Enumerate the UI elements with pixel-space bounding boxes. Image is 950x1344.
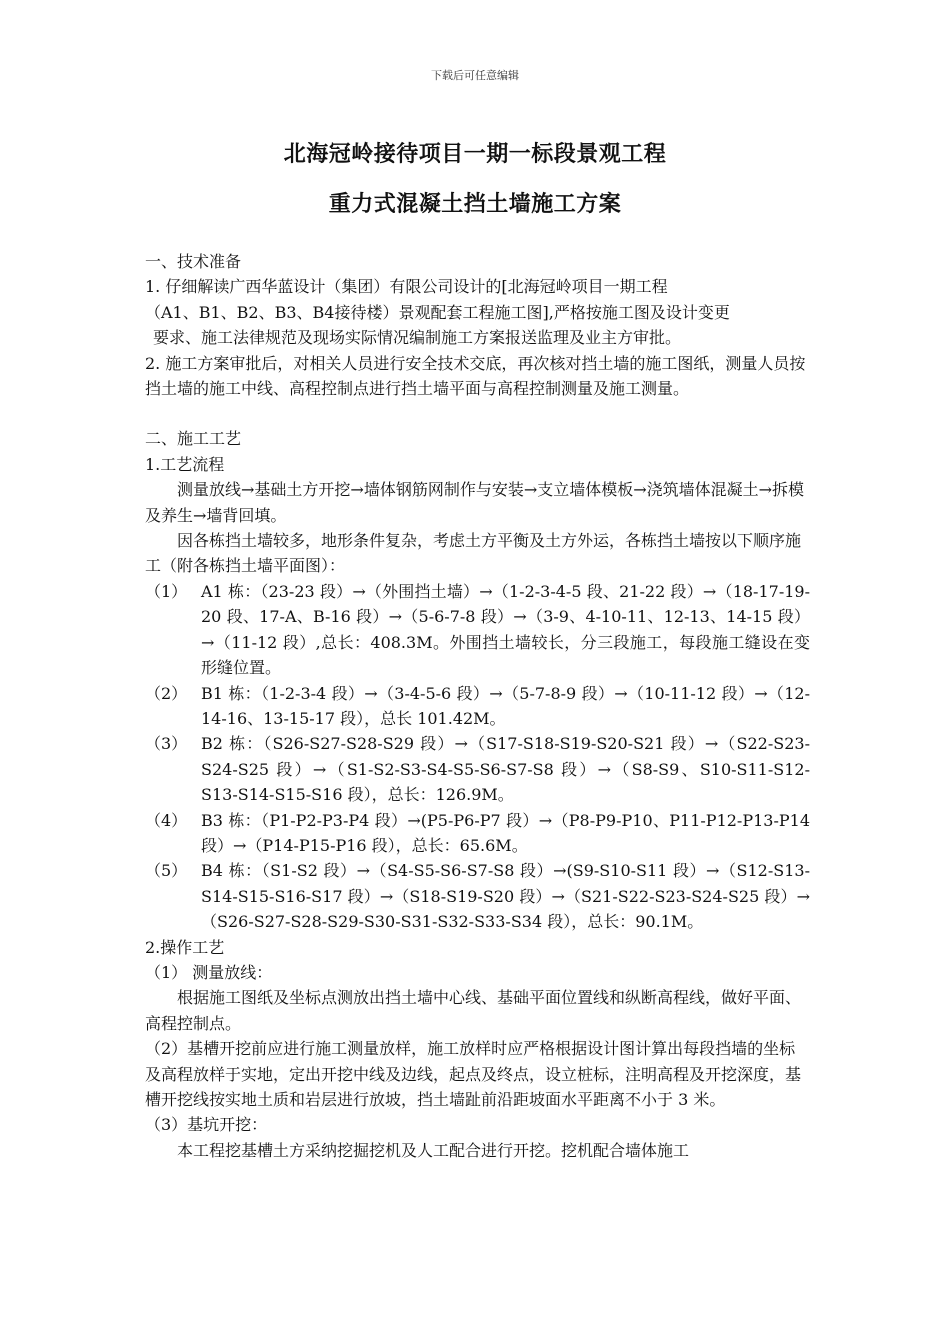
document-body [145, 249, 810, 1163]
list-item-text: A1 栋：（23-23 段）→（外围挡土墙）→（1-2-3-4-5 段、21-22 段）→（18-17-19-20 段、17-A、B-16 段）→（5-6-7-8 段）→（3-9、4-10-11、12-13、14-15 段）→（11-12 段）,总长：408.3M。外围挡土墙较长，分三段施工，每段施工缝设在变形缝位置。 [201, 581, 810, 678]
operation-1-heading: （1） 测量放线： [145, 962, 273, 982]
section-1-paragraph-1c: 要求、施工法律规范及现场实际情况编制施工方案报送监理及业主方审批。 [153, 328, 682, 348]
spacer [145, 401, 810, 426]
list-item-number: （2） [145, 683, 188, 703]
list-item-text: B4 栋：（S1-S2 段）→（S4-S5-S6-S7-S8 段）→(S9-S10-S11 段）→（S12-S13-S14-S15-S16-S17 段）→（S18-S19-S20 段）→（S21-S22-S23-S24-S25 段）→（S26-S27-S28-S29-S30-S31-S32-S33-S34 段），总长：90.1M。 [201, 861, 810, 932]
list-item-number: （3） [145, 734, 188, 754]
list-item-number: （4） [145, 810, 188, 830]
section-1-paragraph-1a: 1. 仔细解读广西华蓝设计（集团）有限公司设计的[北海冠岭项目一期工程 [145, 277, 668, 297]
list-item [145, 858, 810, 934]
operation-1-text: 根据施工图纸及坐标点测放出挡土墙中心线、基础平面位置线和纵断高程线，做好平面、高程控制点。 [145, 988, 802, 1033]
list-item [145, 579, 810, 681]
operation-2-text: （2）基槽开挖前应进行施工测量放样，施工放样时应严格根据设计图计算出每段挡墙的坐标及高程放样于实地，定出开挖中线及边线，起点及终点，设立桩标，注明高程及开挖深度，基槽开挖线按实地土质和岩层进行放坡，挡土墙趾前沿距坡面水平距离不小于 3 米。 [145, 1039, 802, 1109]
list-item-number: （1） [145, 581, 188, 601]
section-1-paragraph-1b: （A1、B1、B2、B3、B4接待楼）景观配套工程施工图],严格按施工图及设计变更 [145, 302, 730, 322]
subsection-operation-heading: 2.操作工艺 [145, 937, 225, 957]
document-title-line-2: 重力式混凝土挡土墙施工方案 [328, 191, 622, 217]
subsection-process-flow-heading: 1.工艺流程 [145, 454, 225, 474]
list-item-text: B1 栋：（1-2-3-4 段）→（3-4-5-6 段）→（5-7-8-9 段）→（10-11-12 段）→（12-14-16、13-15-17 段），总长 101.42M。 [201, 683, 810, 728]
construction-order-text: 因各栋挡土墙较多，地形条件复杂，考虑土方平衡及土方外运，各栋挡土墙按以下顺序施工（附各栋挡土墙平面图）： [145, 531, 802, 576]
list-item [145, 681, 810, 732]
list-item-number: （5） [145, 861, 188, 881]
list-item-text: B3 栋：（P1-P2-P3-P4 段）→(P5-P6-P7 段）→（P8-P9-P10、P11-P12-P13-P14 段）→（P14-P15-P16 段），总长：65.6M。 [201, 810, 810, 855]
document-title-line-1: 北海冠岭接待项目一期一标段景观工程 [283, 141, 667, 167]
process-flow-text: 测量放线→基础土方开挖→墙体钢筋网制作与安装→支立墙体模板→浇筑墙体混凝土→拆模及养生→墙背回填。 [145, 480, 805, 525]
operation-3-text: 本工程挖基槽土方采纳挖掘挖机及人工配合进行开挖。挖机配合墙体施工 [177, 1140, 690, 1160]
section-2-heading: 二、施工工艺 [145, 429, 242, 449]
section-1-paragraph-2: 2. 施工方案审批后，对相关人员进行安全技术交底，再次核对挡土墙的施工图纸，测量人员按挡土墙的施工中线、高程控制点进行挡土墙平面与高程控制测量及施工测量。 [145, 353, 806, 399]
operation-3-heading: （3）基坑开挖： [145, 1115, 268, 1135]
list-item-text: B2 栋：（S26-S27-S28-S29 段）→（S17-S18-S19-S20-S21 段）→（S22-S23-S24-S25 段）→（S1-S2-S3-S4-S5-S6-S7-S8 段）→（S8-S9、S10-S11-S12-S13-S14-S15-S16 段），总长：126.9M。 [201, 734, 810, 805]
header-note: 下载后可任意编辑 [431, 69, 519, 82]
list-item [145, 731, 810, 807]
list-item [145, 808, 810, 859]
section-1-heading: 一、技术准备 [145, 252, 242, 271]
